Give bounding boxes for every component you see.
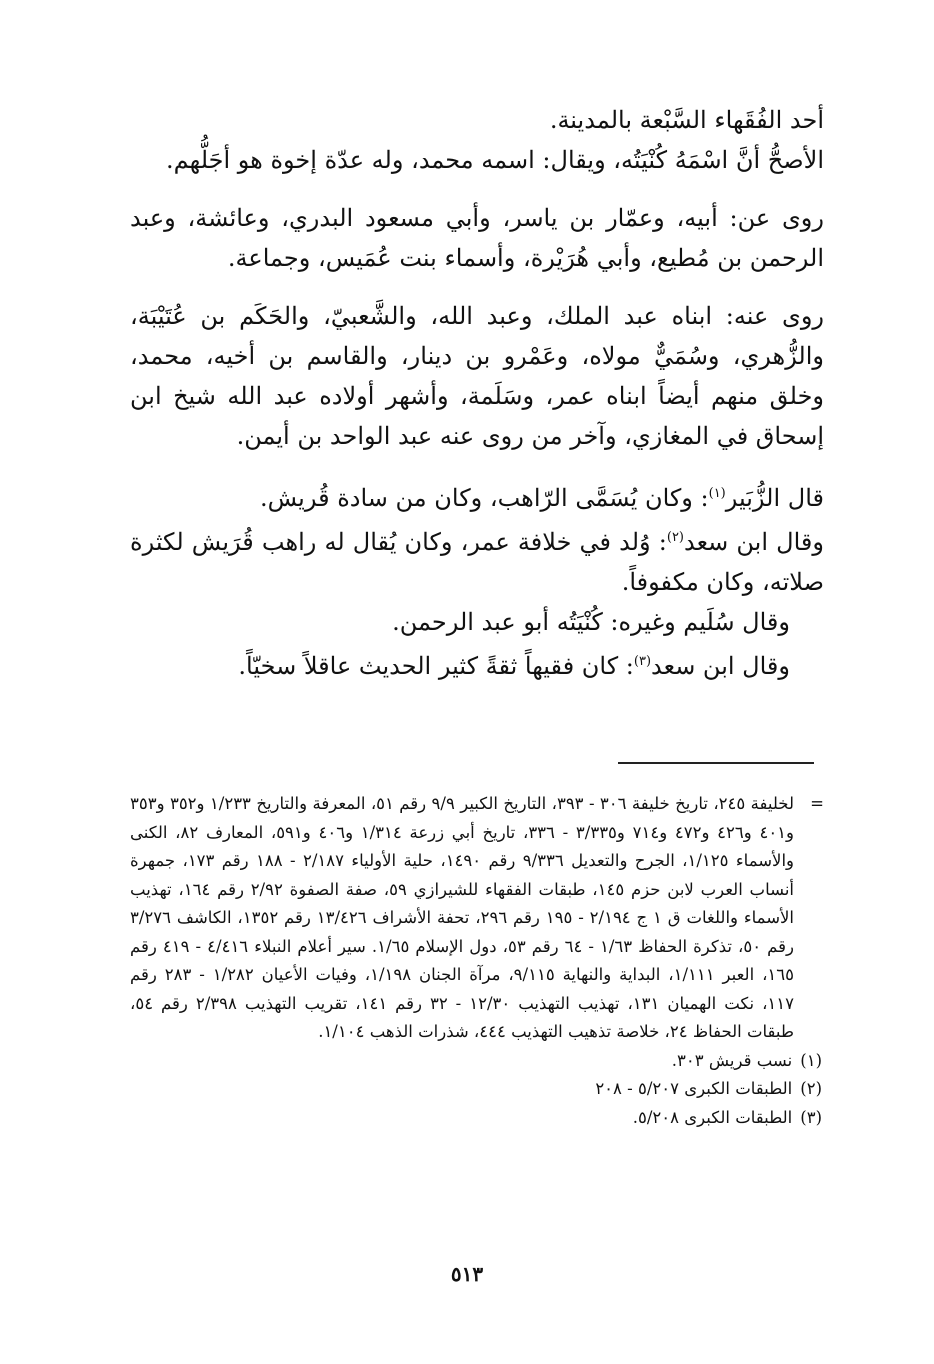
main-text: [130, 100, 824, 686]
footnote-number: (١): [800, 1050, 822, 1070]
paragraph-7: وقال سُلَيم وغيره: كُنْيَتُه أبو عبد الرحمن.: [392, 608, 790, 636]
footnote-number: (٣): [800, 1107, 822, 1127]
continuation-mark: =: [810, 794, 824, 813]
footnote-2: [130, 1075, 824, 1104]
paragraph-2: الأصحُّ أنَّ اسْمَهُ كُنْيَتُه، ويقال: اسمه محمد، وله عدّة إخوة هو أجَلُّهم.: [166, 146, 824, 174]
footnote-1: [130, 1047, 824, 1076]
footnotes: [130, 790, 824, 1132]
footnote-ref-1[interactable]: (١): [708, 486, 726, 501]
paragraph-1: أحد الفُقَهاء السَّبْعة بالمدينة.: [549, 106, 824, 134]
footnote-divider: [618, 762, 814, 764]
footnote-3: [130, 1104, 824, 1133]
footnote-ref-2[interactable]: (٢): [666, 530, 684, 545]
text-segment: : وكان يُسَمَّى الرّاهب، وكان من سادة قُريش.: [259, 484, 709, 512]
footnote-continuation-text: لخليفة ٢٤٥، تاريخ خليفة ٣٠٦ - ٣٩٣، التاريخ الكبير ٩/٩ رقم ٥١، المعرفة والتاريخ ١/٢٣٣ و٣٥٢ و٣٥٣ و٤٠١ و٤٢٦ و٤٧٢ و٧١٤ و٣/٣٣٥ - ٣٣٦، تاريخ أبي زرعة ١/٣١٤ و٤٠٦ و٥٩١، المعارف ٨٢، الكنى والأسماء ١/١٢٥، الجرح والتعديل ٩/٣٣٦ رقم ١٤٩٠، حلية الأولياء ٢/١٨٧ - ١٨٨ رقم ١٧٣، جمهرة أنساب العرب لابن حزم ١٤٥، طبقات الفقهاء للشيرازي ٥٩، صفة الصفوة ٢/٩٢ رقم ١٦٤، تهذيب الأسماء واللغات ق ١ ج ٢/١٩٤ - ١٩٥ رقم ٢٩٦، تحفة الأشراف ١٣/٤٢٦ رقم ١٣٥٢، الكاشف ٣/٢٧٦ رقم ٥٠، تذكرة الحفاظ ١/٦٣ - ٦٤ رقم ٥٣، دول الإسلام ١/٦٥. سير أعلام النبلاء ٤/٤١٦ - ٤١٩ رقم ١٦٥، العبر ١/١١١، البداية والنهاية ٩/١١٥، مرآة الجنان ١/١٩٨، وفيات الأعيان ١/٢٨٢ - ٢٨٣ رقم ١١٧، نكت الهميان ١٣١، تهذيب التهذيب ١٢/٣٠ - ٣٢ رقم ١٤١، تقريب التهذيب ٢/٣٩٨ رقم ٥٤، طبقات الحفاظ ٢٤، خلاصة تذهيب التهذيب ٤٤٤، شذرات الذهب ١/١٠٤.: [130, 794, 795, 1041]
page-number: ٥١٣: [450, 1262, 484, 1286]
text-segment: قال الزُّبَير: [725, 484, 824, 512]
paragraph-4: روى عنه: ابناه عبد الملك، وعبد الله، والشَّعبيّ، والحَكَم بن عُتَيْبَة، والزُّهري، وسُمَيٌّ مولاه، وعَمْرو بن دينار، والقاسم بن أخيه، محمد، وخلق منهم أيضاً ابناه عمر، وسَلَمة، وأشهر أولاده عبد الله شيخ ابن إسحاق في المغازي، وآخر من روى عنه عبد الواحد بن أيمن.: [130, 302, 824, 450]
text-segment: : كان فقيهاً ثقةً كثير الحديث عاقلاً سخيّاً.: [238, 652, 634, 680]
text-segment: وقال ابن سعد: [651, 652, 790, 680]
footnote-ref-3[interactable]: (٣): [633, 654, 652, 669]
footnote-text: نسب قريش ٣٠٣.: [671, 1050, 793, 1070]
footnote-text: الطبقات الكبرى ٥/٢٠٧ - ٢٠٨: [595, 1079, 793, 1098]
paragraph-5: [130, 474, 824, 518]
footnote-continuation: [130, 790, 824, 1047]
footnote-number: (٢): [800, 1079, 822, 1098]
paragraph-8: [130, 642, 824, 686]
paragraph-6: [130, 518, 824, 602]
text-segment: وقال ابن سعد: [684, 528, 824, 556]
text-segment: : وُلد في خلافة عمر، وكان يُقال له راهب قُرَيش لكثرة صلاته، وكان مكفوفاً.: [130, 528, 824, 596]
footnote-text: الطبقات الكبرى ٥/٢٠٨.: [632, 1107, 793, 1127]
paragraph-3: روى عن: أبيه، وعمّار بن ياسر، وأبي مسعود البدري، وعائشة، وعبد الرحمن بن مُطيع، وأبي هُرَيْرة، وأسماء بنت عُمَيس، وجماعة.: [130, 204, 824, 272]
